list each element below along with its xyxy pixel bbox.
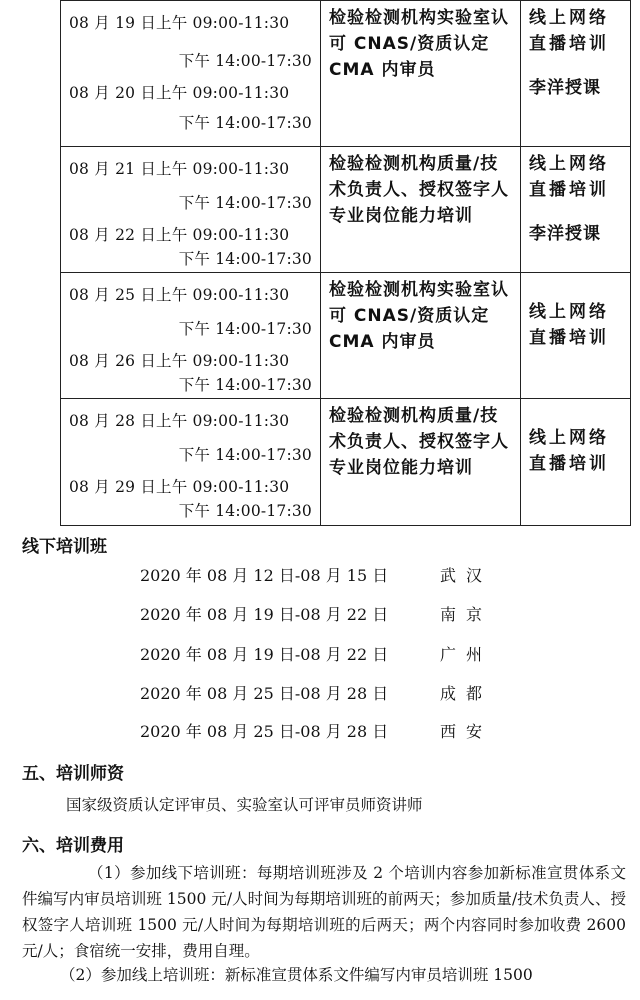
date2: 08 月 26 日上午 09:00-11:30	[69, 352, 290, 370]
time-cell	[61, 399, 321, 526]
date1: 08 月 25 日上午 09:00-11:30	[69, 286, 290, 304]
section6-para2: （2）参加线上培训班：新标准宣贯体系文件编写内审员培训班 1500	[60, 966, 533, 984]
course-cell: 检验检测机构实验室认可 CNAS/资质认定 CMA 内审员	[321, 273, 521, 399]
offline-city: 西安	[440, 722, 493, 741]
pm2: 下午 14:00-17:30	[178, 502, 312, 520]
mode-text: 线上网络直播培训	[529, 428, 609, 474]
date1: 08 月 28 日上午 09:00-11:30	[69, 412, 290, 430]
offline-row	[140, 602, 493, 625]
date2: 08 月 20 日上午 09:00-11:30	[69, 84, 290, 102]
offline-city: 南京	[440, 605, 493, 624]
schedule-row	[61, 273, 631, 399]
schedule-row	[61, 147, 631, 273]
offline-row	[140, 681, 493, 704]
section6-heading: 六、培训费用	[22, 836, 124, 856]
offline-dates: 2020 年 08 月 19 日-08 月 22 日	[140, 645, 389, 664]
mode-text: 线上网络直播培训	[529, 154, 609, 200]
mode-text: 线上网络直播培训	[529, 8, 609, 54]
offline-heading: 线下培训班	[22, 537, 107, 557]
offline-row	[140, 642, 493, 665]
mode-cell	[521, 1, 631, 147]
offline-dates: 2020 年 08 月 19 日-08 月 22 日	[140, 605, 389, 624]
teacher-text: 李洋授课	[529, 78, 601, 98]
offline-city: 成都	[440, 684, 493, 703]
offline-city: 武汉	[440, 566, 493, 585]
mode-text: 线上网络直播培训	[529, 302, 609, 348]
time-cell	[61, 273, 321, 399]
offline-city: 广州	[440, 645, 493, 664]
pm2: 下午 14:00-17:30	[178, 114, 312, 132]
offline-row	[140, 563, 493, 586]
pm1: 下午 14:00-17:30	[178, 446, 312, 464]
offline-row	[140, 719, 493, 742]
offline-dates: 2020 年 08 月 25 日-08 月 28 日	[140, 684, 389, 703]
section5-heading: 五、培训师资	[22, 764, 124, 784]
section5-text: 国家级资质认定评审员、实验室认可评审员师资讲师	[66, 796, 423, 814]
offline-dates: 2020 年 08 月 12 日-08 月 15 日	[140, 566, 389, 585]
course-cell: 检验检测机构质量/技术负责人、授权签字人专业岗位能力培训	[321, 147, 521, 273]
pm1: 下午 14:00-17:30	[178, 194, 312, 212]
mode-cell	[521, 147, 631, 273]
pm2: 下午 14:00-17:30	[178, 376, 312, 394]
date1: 08 月 19 日上午 09:00-11:30	[69, 14, 290, 32]
course-cell: 检验检测机构质量/技术负责人、授权签字人专业岗位能力培训	[321, 399, 521, 526]
mode-cell	[521, 273, 631, 399]
offline-dates: 2020 年 08 月 25 日-08 月 28 日	[140, 722, 389, 741]
mode-cell	[521, 399, 631, 526]
pm1: 下午 14:00-17:30	[178, 52, 312, 70]
time-cell	[61, 1, 321, 147]
schedule-table	[60, 0, 631, 526]
pm1: 下午 14:00-17:30	[178, 320, 312, 338]
pm2: 下午 14:00-17:30	[178, 250, 312, 268]
date1: 08 月 21 日上午 09:00-11:30	[69, 160, 290, 178]
teacher-text: 李洋授课	[529, 224, 601, 244]
time-cell	[61, 147, 321, 273]
schedule-row	[61, 399, 631, 526]
schedule-row	[61, 1, 631, 147]
section6-para1: （1）参加线下培训班：每期培训班涉及 2 个培训内容参加新标准宣贯体系文件编写内审员培训班 1500 元/人时间为每期培训班的前两天；参加质量/技术负责人、授权签字人培训班 1500 元/人时间为每期培训班的后两天；两个内容同时参加收费 2600 元/人；食宿统一安排，费用自理。	[22, 864, 626, 960]
course-cell: 检验检测机构实验室认可 CNAS/资质认定 CMA 内审员	[321, 1, 521, 147]
date2: 08 月 22 日上午 09:00-11:30	[69, 226, 290, 244]
date2: 08 月 29 日上午 09:00-11:30	[69, 478, 290, 496]
